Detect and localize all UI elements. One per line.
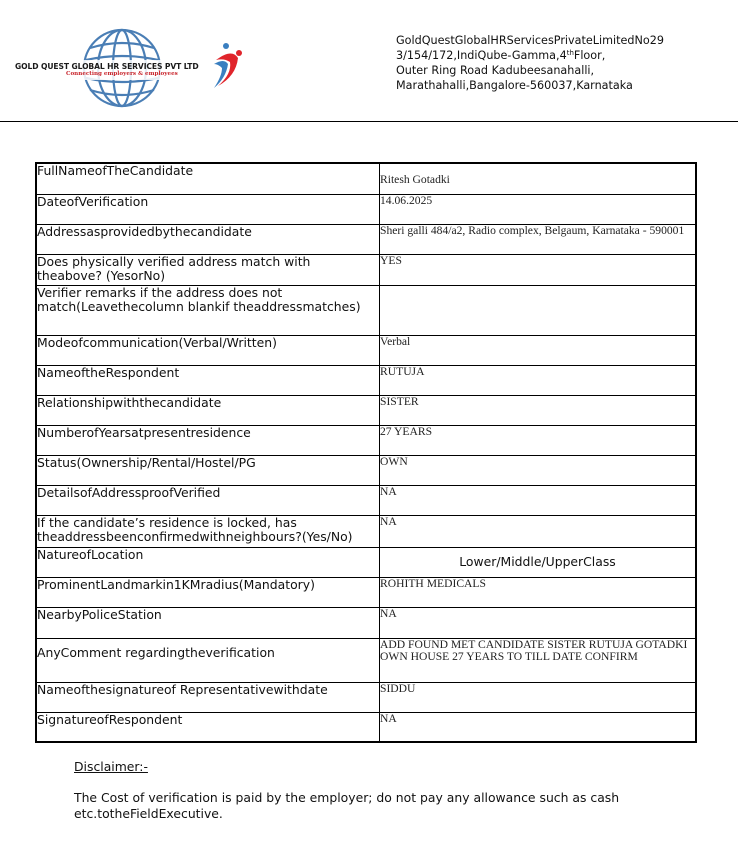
- table-row: [36, 194, 696, 224]
- table-row: [36, 485, 696, 515]
- address-line-2-sup: th: [566, 49, 574, 57]
- address-line-2-text: 3/154/172,IndiQube-Gamma,4: [396, 49, 567, 62]
- verification-table: [35, 162, 697, 743]
- row-value: YES: [380, 254, 697, 285]
- row-value: ADD FOUND MET CANDIDATE SISTER RUTUJA GOTADKI OWN HOUSE 27 YEARS TO TILL DATE CONFIRM: [380, 638, 697, 682]
- row-label: FullNameofTheCandidate: [36, 163, 380, 194]
- row-value: OWN: [380, 455, 697, 485]
- row-value: [380, 285, 697, 335]
- row-value: NA: [380, 607, 697, 638]
- table-row: [36, 515, 696, 547]
- row-label: ProminentLandmarkin1KMradius(Mandatory): [36, 577, 380, 607]
- table-row: [36, 224, 696, 254]
- address-line-4: Marathahalli,Bangalore-560037,Karnataka: [396, 79, 633, 92]
- table-row: [36, 682, 696, 712]
- row-value: Sheri galli 484/a2, Radio complex, Belgaum, Karnataka - 590001: [380, 224, 697, 254]
- table-row: [36, 425, 696, 455]
- table-row: [36, 254, 696, 285]
- row-value: SIDDU: [380, 682, 697, 712]
- row-label: AnyComment regardingtheverification: [36, 638, 380, 682]
- address-line-2-floor: Floor,: [573, 49, 606, 62]
- row-label: If the candidate’s residence is locked, has theaddressbeenconfirmedwithneighbours?(Yes/No): [36, 515, 380, 547]
- row-label: Verifier remarks if the address does not match(Leavethecolumn blankif theaddressmatches): [36, 285, 380, 335]
- table-row: [36, 455, 696, 485]
- row-label: NearbyPoliceStation: [36, 607, 380, 638]
- row-value: Verbal: [380, 335, 697, 365]
- company-address: [396, 33, 664, 93]
- row-label: DetailsofAddressproofVerified: [36, 485, 380, 515]
- company-logo: [10, 24, 250, 112]
- row-label: DateofVerification: [36, 194, 380, 224]
- row-label: NatureofLocation: [36, 547, 380, 577]
- row-label: Modeofcommunication(Verbal/Written): [36, 335, 380, 365]
- person-figure-icon: [214, 43, 242, 88]
- table-row: [36, 163, 696, 194]
- row-label: SignatureofRespondent: [36, 712, 380, 742]
- table-row: [36, 712, 696, 742]
- row-value: SISTER: [380, 395, 697, 425]
- row-label: Addressasprovidedbythecandidate: [36, 224, 380, 254]
- row-value: RUTUJA: [380, 365, 697, 395]
- table-row: [36, 638, 696, 682]
- address-line-1: GoldQuestGlobalHRServicesPrivateLimitedNo29: [396, 34, 664, 47]
- row-label: Status(Ownership/Rental/Hostel/PG: [36, 455, 380, 485]
- row-value: Ritesh Gotadki: [380, 163, 697, 194]
- table-row: [36, 607, 696, 638]
- disclaimer-title: Disclaimer:-: [74, 759, 148, 774]
- address-line-3: Outer Ring Road Kadubeesanahalli,: [396, 64, 595, 77]
- table-row: [36, 547, 696, 577]
- header-divider: [0, 121, 738, 122]
- row-value: 27 YEARS: [380, 425, 697, 455]
- table-row: [36, 335, 696, 365]
- row-value: NA: [380, 712, 697, 742]
- row-value: 14.06.2025: [380, 194, 697, 224]
- table-row: [36, 285, 696, 335]
- logo-tagline: Connecting employers & employees: [66, 71, 178, 77]
- row-value: Lower/Middle/UpperClass: [380, 547, 697, 577]
- row-label: NumberofYearsatpresentresidence: [36, 425, 380, 455]
- row-value: NA: [380, 485, 697, 515]
- logo-company-name: GOLD QUEST GLOBAL HR SERVICES PVT LTD: [15, 62, 199, 71]
- address-line-2: [396, 48, 664, 63]
- table-row: [36, 365, 696, 395]
- disclaimer-text: The Cost of verification is paid by the employer; do not pay any allowance such as cash etc.totheFieldExecutive.: [74, 790, 620, 821]
- row-label: Does physically verified address match with theabove? (YesorNo): [36, 254, 380, 285]
- row-label: Relationshipwiththecandidate: [36, 395, 380, 425]
- row-label: Nameofthesignatureof Representativewithdate: [36, 682, 380, 712]
- table-row: [36, 395, 696, 425]
- row-value: NA: [380, 515, 697, 547]
- table-row: [36, 577, 696, 607]
- row-value: ROHITH MEDICALS: [380, 577, 697, 607]
- row-label: NameoftheRespondent: [36, 365, 380, 395]
